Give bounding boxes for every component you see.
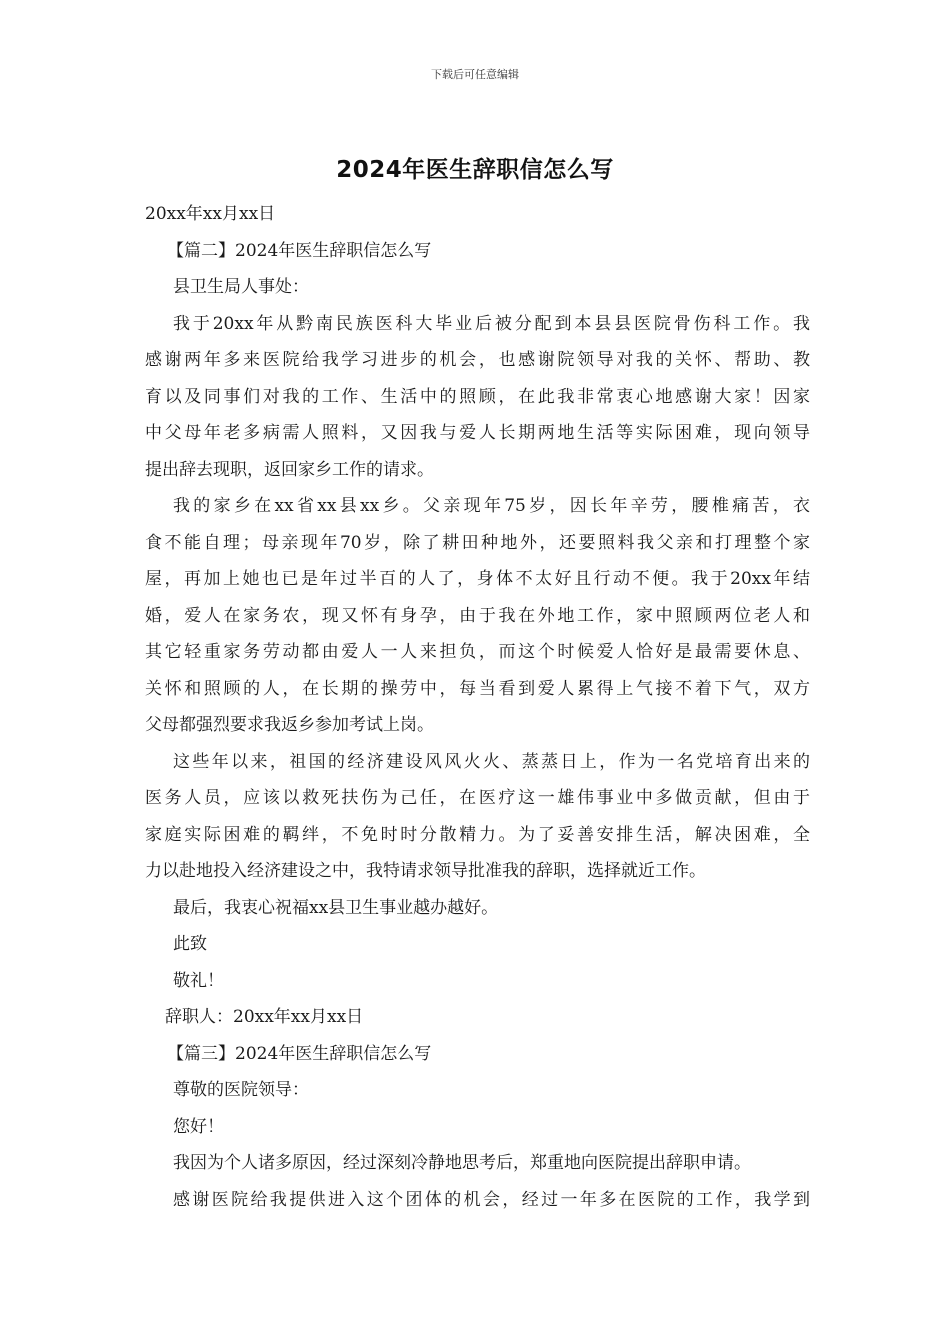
paragraph-line: 屋，再加上她也已是年过半百的人了，身体不太好且行动不便。我于20xx年结 <box>145 569 810 589</box>
salutation: 尊敬的医院领导： <box>173 1080 309 1100</box>
header-note: 下载后可任意编辑 <box>431 68 519 81</box>
letter-date: 20xx年xx月xx日 <box>145 204 276 224</box>
paragraph-line: 我因为个人诸多原因，经过深刻冷静地思考后，郑重地向医院提出辞职申请。 <box>173 1153 751 1173</box>
page-title: 2024年医生辞职信怎么写 <box>336 157 614 183</box>
paragraph-line: 父母都强烈要求我返乡参加考试上岗。 <box>145 715 434 735</box>
paragraph-line: 育以及同事们对我的工作、生活中的照顾，在此我非常衷心地感谢大家！因家 <box>145 386 810 407</box>
closing-wish: 最后，我衷心祝福xx县卫生事业越办越好。 <box>173 897 499 918</box>
section-heading: 【篇三】2024年医生辞职信怎么写 <box>167 1043 432 1064</box>
letter-body <box>145 196 810 1218</box>
salutation: 县卫生局人事处： <box>173 277 309 297</box>
closing-line: 此致 <box>173 934 207 954</box>
paragraph-line: 我的家乡在xx省xx县xx乡。父亲现年75岁，因长年辛劳，腰椎痛苦，衣 <box>173 496 810 516</box>
paragraph-line: 婚，爱人在家务农，现又怀有身孕，由于我在外地工作，家中照顾两位老人和 <box>145 605 810 626</box>
paragraph-line: 提出辞去现职，返回家乡工作的请求。 <box>145 459 434 480</box>
paragraph-line: 这些年以来，祖国的经济建设风风火火、蒸蒸日上，作为一名党培育出来的 <box>173 751 810 772</box>
paragraph-line: 家庭实际困难的羁绊，不免时时分散精力。为了妥善安排生活，解决困难，全 <box>145 824 810 845</box>
closing-line: 敬礼！ <box>173 970 224 991</box>
signature-line: 辞职人：20xx年xx月xx日 <box>165 1007 364 1027</box>
section-heading: 【篇二】2024年医生辞职信怎么写 <box>167 240 432 261</box>
paragraph-line: 力以赴地投入经济建设之中，我特请求领导批准我的辞职，选择就近工作。 <box>145 861 706 881</box>
paragraph-line: 感谢医院给我提供进入这个团体的机会，经过一年多在医院的工作，我学到 <box>173 1189 810 1210</box>
paragraph-line: 感谢两年多来医院给我学习进步的机会，也感谢院领导对我的关怀、帮助、教 <box>145 350 810 370</box>
paragraph-line: 食不能自理；母亲现年70岁，除了耕田种地外，还要照料我父亲和打理整个家 <box>145 532 810 553</box>
paragraph-line: 我于20xx年从黔南民族医科大毕业后被分配到本县县医院骨伤科工作。我 <box>173 313 810 334</box>
paragraph-line: 其它轻重家务劳动都由爱人一人来担负，而这个时候爱人恰好是最需要休息、 <box>145 642 810 662</box>
greeting: 您好！ <box>173 1116 224 1137</box>
paragraph-line: 医务人员，应该以救死扶伤为己任，在医疗这一雄伟事业中多做贡献，但由于 <box>145 788 810 808</box>
paragraph-line: 中父母年老多病需人照料，又因我与爱人长期两地生活等实际困难，现向领导 <box>145 423 810 443</box>
paragraph-line: 关怀和照顾的人，在长期的操劳中，每当看到爱人累得上气接不着下气，双方 <box>145 678 810 699</box>
